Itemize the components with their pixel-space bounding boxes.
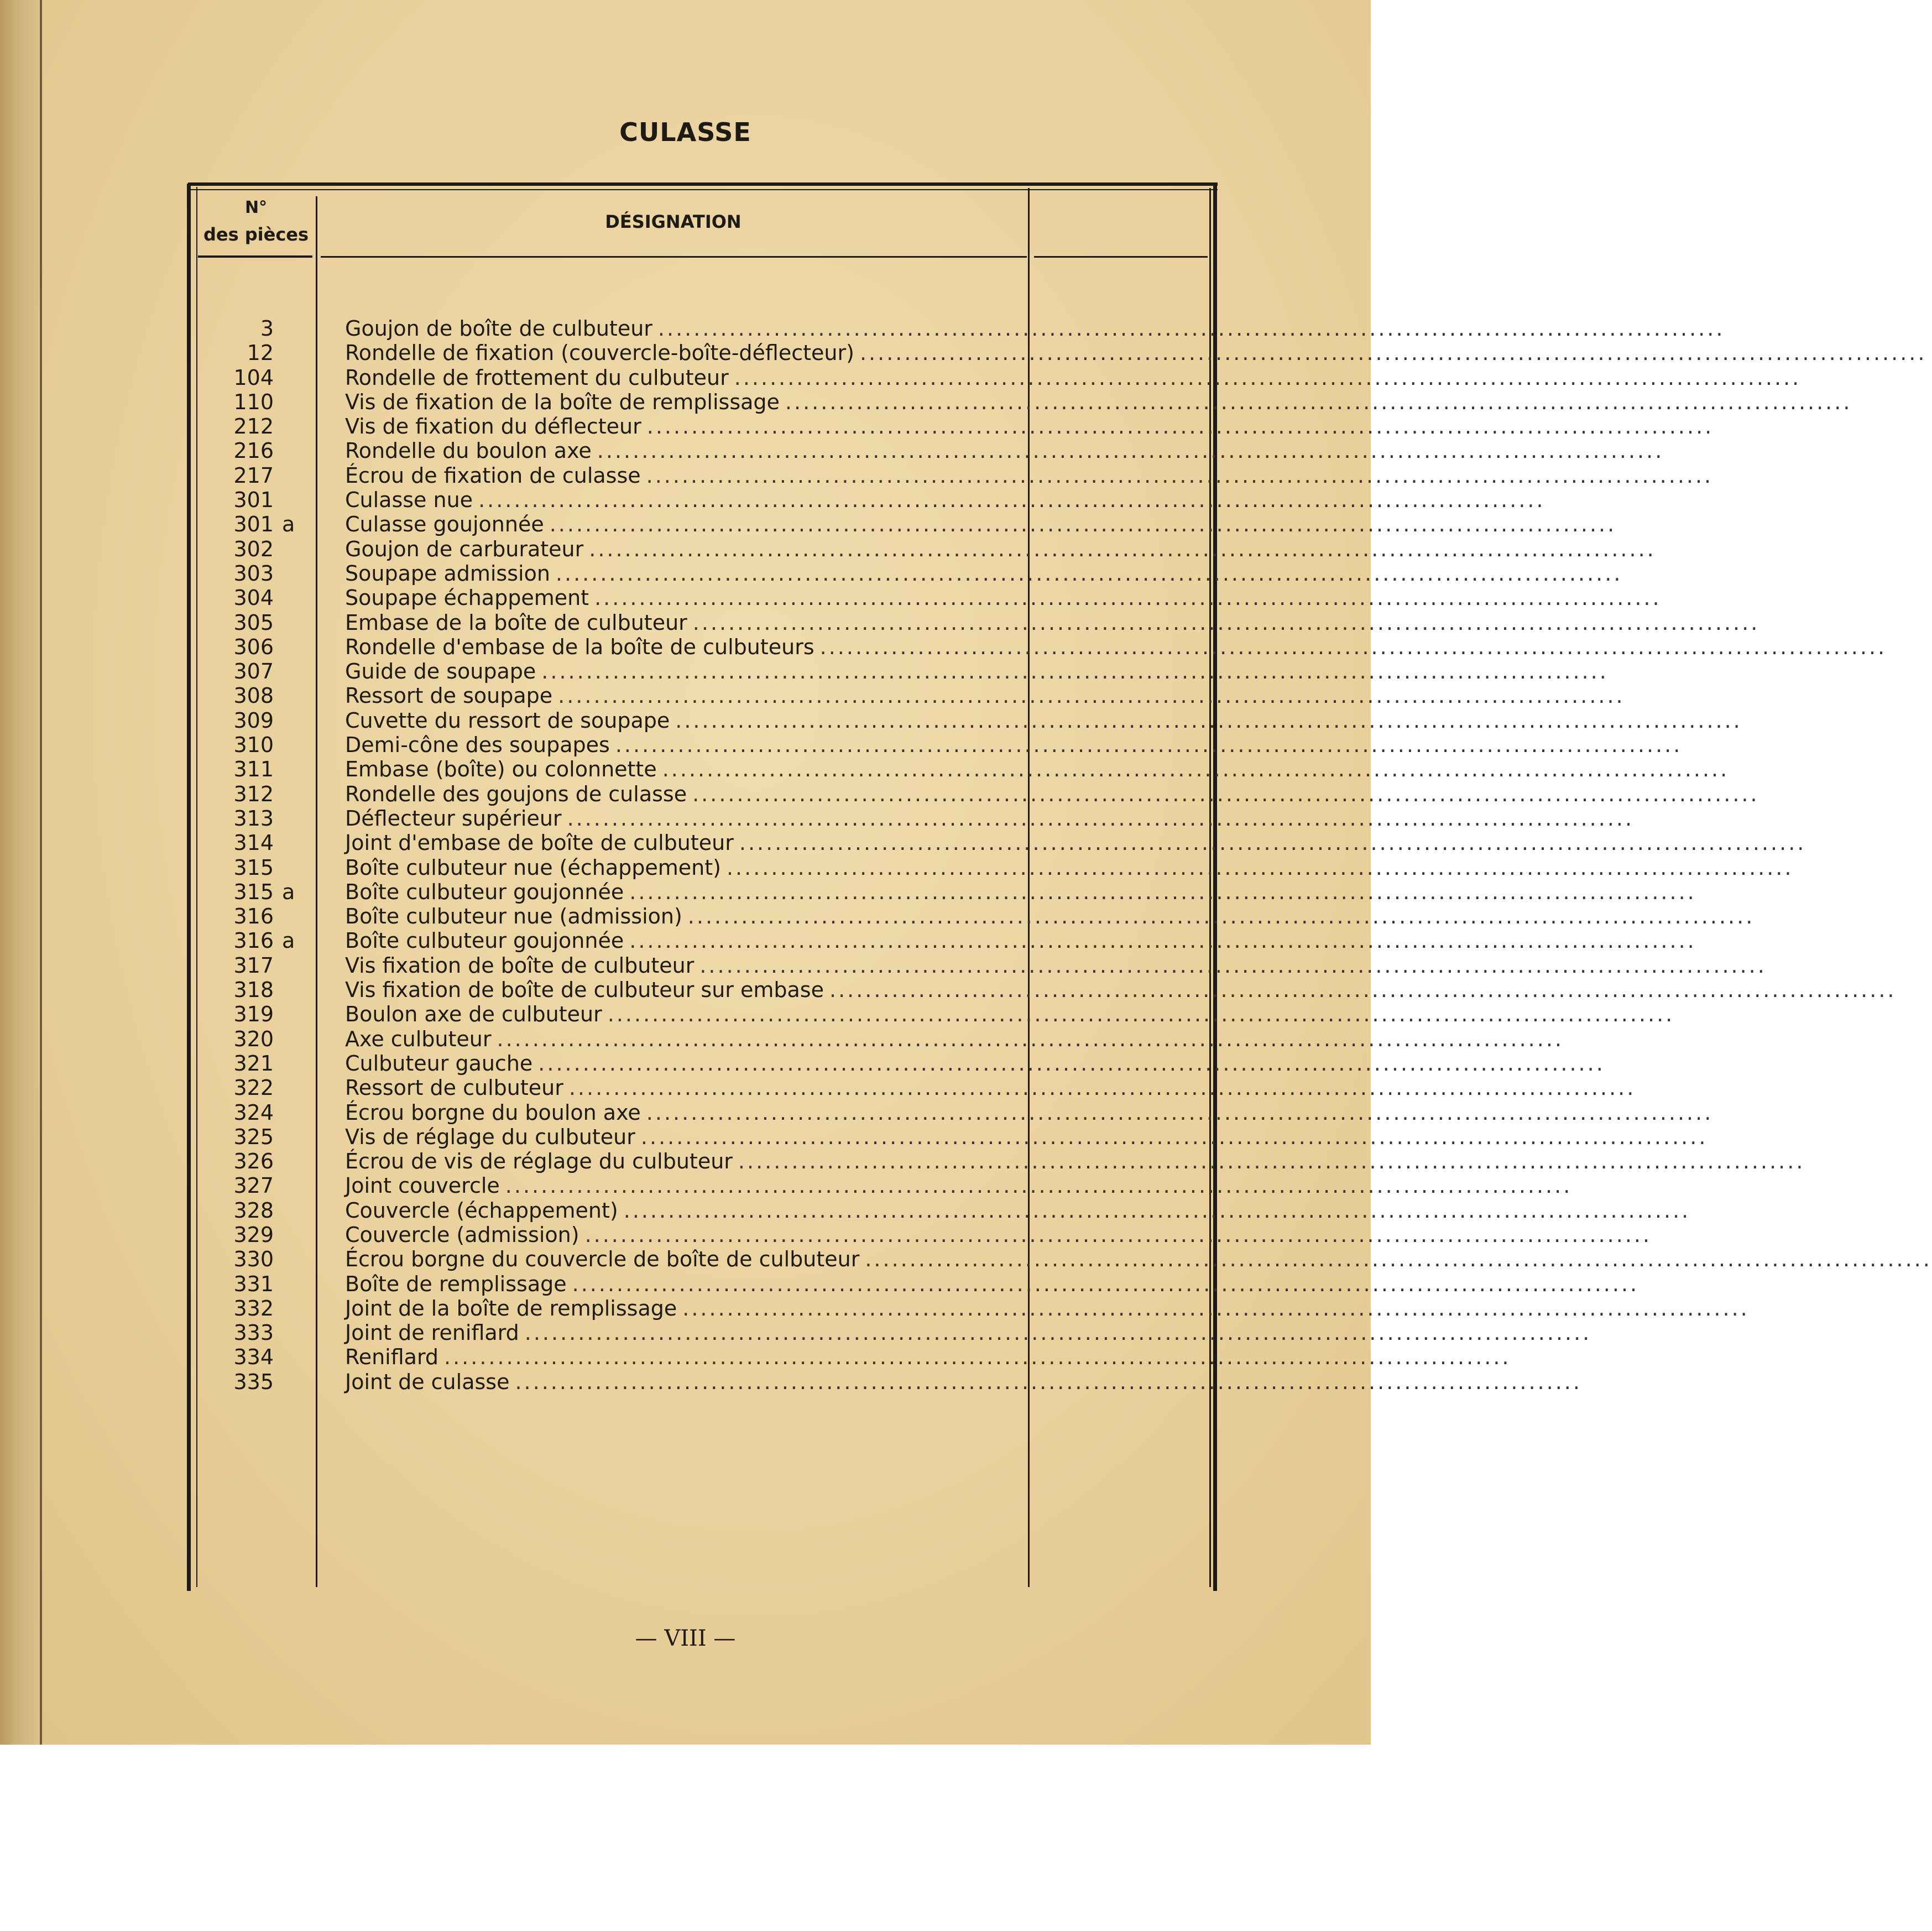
column-header-number <box>198 195 314 248</box>
part-designation-text: Goujon de carburateur <box>345 536 584 561</box>
dot-leader: ........................................................................................................................ <box>738 1149 1805 1174</box>
part-designation-text: Joint de reniflard <box>345 1321 519 1345</box>
table-row <box>0 1321 1592 1345</box>
dot-leader: ........................................................................................................................ <box>538 1051 1605 1076</box>
part-designation-text: Joint de la boîte de remplissage <box>345 1296 677 1321</box>
part-designation-text: Reniflard <box>345 1345 439 1370</box>
part-designation-text: Écrou de fixation de culasse <box>345 463 641 488</box>
part-designation-text: Axe culbuteur <box>345 1026 492 1051</box>
dot-leader: ........................................................................................................................ <box>515 1369 1582 1394</box>
part-number: 327 <box>233 1173 274 1198</box>
part-designation-text: Boulon axe de culbuteur <box>345 1002 602 1027</box>
dot-leader: ........................................................................................................................ <box>541 659 1609 684</box>
part-number: 321 <box>233 1051 274 1076</box>
part-number: 334 <box>233 1345 274 1370</box>
part-designation <box>345 634 1887 659</box>
dot-leader: ........................................................................................................................ <box>687 904 1755 929</box>
table-row <box>0 389 1852 414</box>
part-designation-text: Écrou borgne du couvercle de boîte de culbuteur <box>345 1247 860 1272</box>
part-designation <box>345 1271 1639 1296</box>
dot-leader: ........................................................................................................................ <box>640 1124 1708 1149</box>
part-number: 329 <box>233 1222 274 1247</box>
table-row <box>0 1198 1691 1223</box>
part-number: 328 <box>233 1198 274 1223</box>
part-designation <box>345 512 1617 537</box>
part-designation <box>345 806 1635 831</box>
part-designation-text: Vis fixation de boîte de culbuteur sur embase <box>345 978 824 1003</box>
dot-leader: ........................................................................................................................ <box>444 1345 1511 1370</box>
part-designation-text: Rondelle des goujons de culasse <box>345 781 687 806</box>
table-row <box>0 659 1609 684</box>
column-header-number-line1: N° <box>244 198 268 217</box>
dot-leader: ........................................................................................................................ <box>662 757 1730 782</box>
table-row <box>0 855 1794 880</box>
dot-leader: ........................................................................................................................ <box>505 1173 1573 1198</box>
part-designation <box>345 414 1714 439</box>
part-designation-text: Culasse nue <box>345 488 473 513</box>
table-row <box>0 341 1927 366</box>
column-header-number-line2: des pièces <box>203 224 309 245</box>
part-designation <box>345 1222 1652 1247</box>
part-number: 316 <box>233 928 274 953</box>
part-designation <box>345 586 1662 610</box>
part-designation <box>345 389 1852 414</box>
dot-leader: ........................................................................................................................ <box>739 831 1806 855</box>
part-designation <box>345 365 1802 390</box>
part-number: 311 <box>233 757 274 782</box>
part-designation <box>345 1100 1714 1125</box>
part-designation <box>345 1296 1750 1321</box>
part-number: 324 <box>233 1100 274 1125</box>
part-designation-text: Ressort de soupape <box>345 683 553 708</box>
part-designation-text: Rondelle du boulon axe <box>345 439 592 463</box>
table-row <box>0 1124 1708 1149</box>
part-number: 315 <box>233 879 274 904</box>
part-number: 3 <box>260 316 274 341</box>
header-rule-designation <box>321 256 1027 258</box>
dot-leader: ........................................................................................................................ <box>629 879 1696 904</box>
part-number: 335 <box>233 1369 274 1394</box>
table-row <box>0 488 1545 513</box>
dot-leader: ........................................................................................................................ <box>615 733 1683 758</box>
part-designation <box>345 683 1625 708</box>
column-header-designation: DÉSIGNATION <box>605 211 742 232</box>
part-number: 317 <box>233 953 274 978</box>
part-designation <box>345 1051 1605 1076</box>
part-number: 319 <box>233 1002 274 1027</box>
table-row <box>0 586 1662 610</box>
part-designation <box>345 536 1656 561</box>
part-designation-text: Demi-cône des soupapes <box>345 733 610 758</box>
part-designation-text: Vis de réglage du culbuteur <box>345 1124 635 1149</box>
part-number: 304 <box>233 586 274 610</box>
part-designation <box>345 831 1806 855</box>
part-designation-text: Goujon de boîte de culbuteur <box>345 316 652 341</box>
header-rule-extra <box>1034 256 1208 258</box>
part-number: 318 <box>233 978 274 1003</box>
part-designation <box>345 316 1725 341</box>
part-designation-text: Guide de soupape <box>345 659 536 684</box>
part-number: 302 <box>233 536 274 561</box>
table-row <box>0 1051 1605 1076</box>
part-designation <box>345 928 1696 953</box>
part-number: 309 <box>233 708 274 733</box>
part-designation <box>345 1345 1511 1370</box>
dot-leader: ........................................................................................................................ <box>589 536 1656 561</box>
table-row <box>0 1345 1511 1370</box>
part-designation-text: Vis de fixation du déflecteur <box>345 414 641 439</box>
table-row <box>0 1100 1714 1125</box>
table-row <box>0 1076 1636 1100</box>
part-designation <box>345 1124 1708 1149</box>
part-number: 307 <box>233 659 274 684</box>
part-number: 322 <box>233 1076 274 1100</box>
table-row <box>0 953 1767 978</box>
part-designation-text: Soupape échappement <box>345 586 589 610</box>
page-number: — VIII — <box>635 1626 736 1651</box>
part-number: 216 <box>233 439 274 463</box>
table-row <box>0 634 1887 659</box>
table-row <box>0 757 1730 782</box>
part-number-suffix: a <box>282 879 295 904</box>
part-designation <box>345 439 1664 463</box>
dot-leader: ........................................................................................................................ <box>859 341 1927 366</box>
part-designation-text: Écrou de vis de réglage du culbuteur <box>345 1149 733 1174</box>
table-top-rule <box>188 182 1218 186</box>
table-row <box>0 316 1725 341</box>
dot-leader: ........................................................................................................................ <box>524 1321 1592 1345</box>
part-designation <box>345 488 1545 513</box>
part-designation-text: Boîte culbuteur goujonnée <box>345 928 624 953</box>
part-designation <box>345 733 1683 758</box>
part-designation-text: Couvercle (échappement) <box>345 1198 618 1223</box>
part-designation-text: Boîte culbuteur nue (admission) <box>345 904 682 929</box>
part-designation <box>345 659 1609 684</box>
part-number: 212 <box>233 414 274 439</box>
dot-leader: ........................................................................................................................ <box>558 683 1625 708</box>
part-number: 310 <box>233 733 274 758</box>
part-number: 306 <box>233 634 274 659</box>
part-number: 330 <box>233 1247 274 1272</box>
part-number: 12 <box>247 341 274 366</box>
part-number: 315 <box>233 855 274 880</box>
header-rule-number <box>198 255 312 258</box>
part-number: 301 <box>233 488 274 513</box>
part-designation-text: Rondelle de fixation (couvercle-boîte-déflecteur) <box>345 341 854 366</box>
dot-leader: ........................................................................................................................ <box>567 806 1635 831</box>
table-row <box>0 806 1635 831</box>
table-row <box>0 708 1742 733</box>
part-designation <box>345 1321 1592 1345</box>
dot-leader: ........................................................................................................................ <box>568 1076 1636 1100</box>
part-designation <box>345 904 1755 929</box>
dot-leader: ........................................................................................................................ <box>549 512 1617 537</box>
part-designation-text: Boîte de remplissage <box>345 1271 567 1296</box>
table-row <box>0 928 1696 953</box>
dot-leader: ........................................................................................................................ <box>629 928 1696 953</box>
part-designation <box>345 1198 1691 1223</box>
dot-leader: ........................................................................................................................ <box>646 1100 1714 1125</box>
part-number: 326 <box>233 1149 274 1174</box>
part-designation <box>345 781 1759 806</box>
part-designation <box>345 1026 1564 1051</box>
dot-leader: ........................................................................................................................ <box>623 1198 1691 1223</box>
part-designation-text: Boîte culbuteur nue (échappement) <box>345 855 721 880</box>
dot-leader: ........................................................................................................................ <box>607 1002 1675 1027</box>
part-number: 301 <box>233 512 274 537</box>
part-number: 314 <box>233 831 274 855</box>
dot-leader: ........................................................................................................................ <box>819 634 1887 659</box>
table-row <box>0 683 1625 708</box>
part-number-suffix: a <box>282 512 295 537</box>
part-designation-text: Couvercle (admission) <box>345 1222 579 1247</box>
dot-leader: ........................................................................................................................ <box>646 463 1714 488</box>
table-row <box>0 463 1714 488</box>
part-designation-text: Rondelle de frottement du culbuteur <box>345 365 729 390</box>
dot-leader: ........................................................................................................................ <box>584 1222 1652 1247</box>
table-row <box>0 831 1806 855</box>
table-row <box>0 365 1802 390</box>
part-designation <box>345 1369 1582 1394</box>
table-row <box>0 1369 1582 1394</box>
table-row <box>0 512 1617 537</box>
part-designation <box>345 610 1760 635</box>
table-row <box>0 1173 1573 1198</box>
dot-leader: ........................................................................................................................ <box>699 953 1767 978</box>
table-row <box>0 1296 1750 1321</box>
part-designation <box>345 1247 1932 1272</box>
part-number: 320 <box>233 1026 274 1051</box>
part-designation-text: Écrou borgne du boulon axe <box>345 1100 641 1125</box>
part-designation <box>345 1002 1675 1027</box>
part-designation-text: Boîte culbuteur goujonnée <box>345 879 624 904</box>
part-number: 104 <box>233 365 274 390</box>
table-top-rule-inner <box>188 189 1218 190</box>
dot-leader: ........................................................................................................................ <box>829 978 1897 1003</box>
dot-leader: ........................................................................................................................ <box>726 855 1794 880</box>
table-row <box>0 1026 1564 1051</box>
part-designation-text: Joint d'embase de boîte de culbuteur <box>345 831 734 855</box>
table-row <box>0 561 1623 586</box>
dot-leader: ........................................................................................................................ <box>682 1296 1750 1321</box>
part-number-suffix: a <box>282 928 295 953</box>
dot-leader: ........................................................................................................................ <box>497 1026 1564 1051</box>
dot-leader: ........................................................................................................................ <box>572 1271 1639 1296</box>
table-row <box>0 536 1656 561</box>
table-row <box>0 439 1664 463</box>
dot-leader: ........................................................................................................................ <box>478 488 1545 513</box>
part-number: 325 <box>233 1124 274 1149</box>
table-row <box>0 1247 1932 1272</box>
dot-leader: ........................................................................................................................ <box>646 414 1714 439</box>
table-row <box>0 1149 1805 1174</box>
dot-leader: ........................................................................................................................ <box>692 781 1759 806</box>
table-row <box>0 733 1683 758</box>
table-row <box>0 781 1759 806</box>
page-title: CULASSE <box>619 117 751 147</box>
part-designation-text: Embase (boîte) ou colonnette <box>345 757 657 782</box>
part-designation-text: Soupape admission <box>345 561 550 586</box>
table-row <box>0 879 1696 904</box>
table-row <box>0 978 1897 1003</box>
part-number: 313 <box>233 806 274 831</box>
part-number: 331 <box>233 1271 274 1296</box>
part-designation-text: Vis de fixation de la boîte de remplissage <box>345 389 780 414</box>
part-designation <box>345 1076 1636 1100</box>
part-designation-text: Culbuteur gauche <box>345 1051 533 1076</box>
dot-leader: ........................................................................................................................ <box>734 365 1802 390</box>
table-row <box>0 1222 1652 1247</box>
part-number: 333 <box>233 1321 274 1345</box>
table-body <box>0 316 1932 1394</box>
dot-leader: ........................................................................................................................ <box>597 439 1664 463</box>
part-number: 332 <box>233 1296 274 1321</box>
part-number: 316 <box>233 904 274 929</box>
part-designation <box>345 561 1623 586</box>
table-row <box>0 904 1755 929</box>
part-designation-text: Embase de la boîte de culbuteur <box>345 610 687 635</box>
part-designation-text: Culasse goujonnée <box>345 512 544 537</box>
part-number: 110 <box>233 389 274 414</box>
part-designation-text: Déflecteur supérieur <box>345 806 562 831</box>
table-row <box>0 1271 1639 1296</box>
part-designation <box>345 1149 1805 1174</box>
dot-leader: ........................................................................................................................ <box>555 561 1623 586</box>
part-designation <box>345 1173 1573 1198</box>
part-number: 217 <box>233 463 274 488</box>
table-row <box>0 414 1714 439</box>
dot-leader: ........................................................................................................................ <box>657 316 1725 341</box>
part-designation <box>345 855 1794 880</box>
dot-leader: ........................................................................................................................ <box>865 1247 1932 1272</box>
part-number: 305 <box>233 610 274 635</box>
table-row <box>0 1002 1675 1027</box>
part-number: 303 <box>233 561 274 586</box>
part-designation-text: Joint de culasse <box>345 1369 510 1394</box>
part-designation-text: Cuvette du ressort de soupape <box>345 708 670 733</box>
table-row <box>0 610 1760 635</box>
part-designation-text: Ressort de culbuteur <box>345 1076 563 1100</box>
part-designation <box>345 341 1927 366</box>
part-designation <box>345 879 1696 904</box>
part-designation <box>345 708 1742 733</box>
part-number: 308 <box>233 683 274 708</box>
dot-leader: ........................................................................................................................ <box>675 708 1742 733</box>
part-designation-text: Vis fixation de boîte de culbuteur <box>345 953 695 978</box>
part-designation <box>345 953 1767 978</box>
dot-leader: ........................................................................................................................ <box>785 389 1852 414</box>
dot-leader: ........................................................................................................................ <box>692 610 1760 635</box>
part-designation <box>345 463 1714 488</box>
part-number: 312 <box>233 781 274 806</box>
part-designation <box>345 757 1730 782</box>
part-designation-text: Rondelle d'embase de la boîte de culbuteurs <box>345 634 814 659</box>
part-designation-text: Joint couvercle <box>345 1173 500 1198</box>
part-designation <box>345 978 1897 1003</box>
dot-leader: ........................................................................................................................ <box>594 586 1662 610</box>
